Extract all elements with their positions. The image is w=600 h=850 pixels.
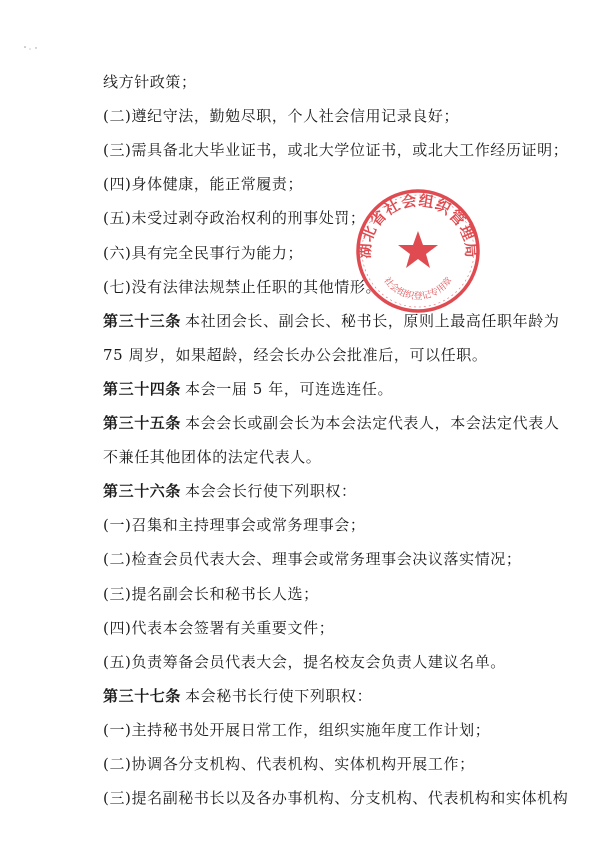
scan-specks [22,38,42,48]
seal-ring-text: 湖北省社会组织管理局 [355,191,481,259]
line-text: 本会会长或副会长为本会法定代表人，本会法定代表人 [185,414,560,432]
seal-bottom-text: 社会组织登记专用章 [381,275,455,302]
text-line [103,652,506,672]
text-line [103,754,475,774]
text-line [103,720,490,740]
text-line [103,243,303,263]
line-text: (五)未受过剥夺政治权利的刑事处罚； [103,209,366,228]
text-line [103,140,568,160]
text-line [103,106,459,126]
text-line [103,618,334,638]
line-text: 本会会长行使下列职权： [185,482,357,501]
text-line [103,447,321,467]
text-line [103,686,372,706]
line-text: (七)没有法律法规禁止任职的其他情形。 [103,277,382,296]
text-line [103,379,393,399]
article-number: 第三十三条 [103,311,182,330]
line-text: 不兼任其他团体的法定代表人。 [103,448,322,467]
text-line [103,549,522,569]
text-line [103,788,568,808]
text-line [103,277,381,297]
line-text: (二)协调各分支机构、代表机构、实体机构开展工作； [103,755,475,773]
seal-star-icon [398,231,438,268]
text-line [103,345,487,365]
official-seal [352,185,484,317]
text-line [103,72,197,92]
line-text: (三)提名副会长和秘书长人选； [103,584,319,603]
line-text: (三)提名副秘书长以及各办事机构、分支机构、代表机构和实体机构 [103,789,569,808]
text-line [103,311,559,331]
text-line [103,413,559,433]
line-text: (六)具有完全民事行为能力； [103,243,304,262]
text-line [103,208,366,228]
line-text: 本会秘书长行使下列职权： [185,686,373,705]
article-number: 第三十七条 [103,686,182,705]
line-text: (四)身体健康，能正常履责； [103,175,304,194]
line-text: (二)检查会员代表大会、理事会或常务理事会决议落实情况； [103,550,522,569]
line-text: (三)需具备北大毕业证书，或北大学位证书，或北大工作经历证明； [103,141,569,160]
text-line [103,481,357,501]
article-number: 第三十四条 [103,379,182,398]
article-number: 第三十六条 [103,482,182,501]
text-line [103,584,319,604]
line-text: 本会一届 5 年，可连选连任。 [185,379,394,398]
text-line [103,515,366,535]
line-text: 线方针政策； [103,73,197,91]
line-text: (一)主持秘书处开展日常工作，组织实施年度工作计划； [103,720,491,739]
line-text: (二)遵纪守法，勤勉尽职，个人社会信用记录良好； [103,107,460,126]
line-text: (四)代表本会签署有关重要文件； [103,618,335,637]
article-number: 第三十五条 [103,414,182,432]
line-text: (五)负责筹备会员代表大会，提名校友会负责人建议名单。 [103,652,506,671]
line-text: 本社团会长、副会长、秘书长，原则上最高任职年龄为 [185,311,560,330]
text-line [103,174,303,194]
line-text: 75 周岁，如果超龄，经会长办公会批准后，可以任职。 [103,345,488,364]
line-text: (一)召集和主持理事会或常务理事会； [103,516,366,535]
